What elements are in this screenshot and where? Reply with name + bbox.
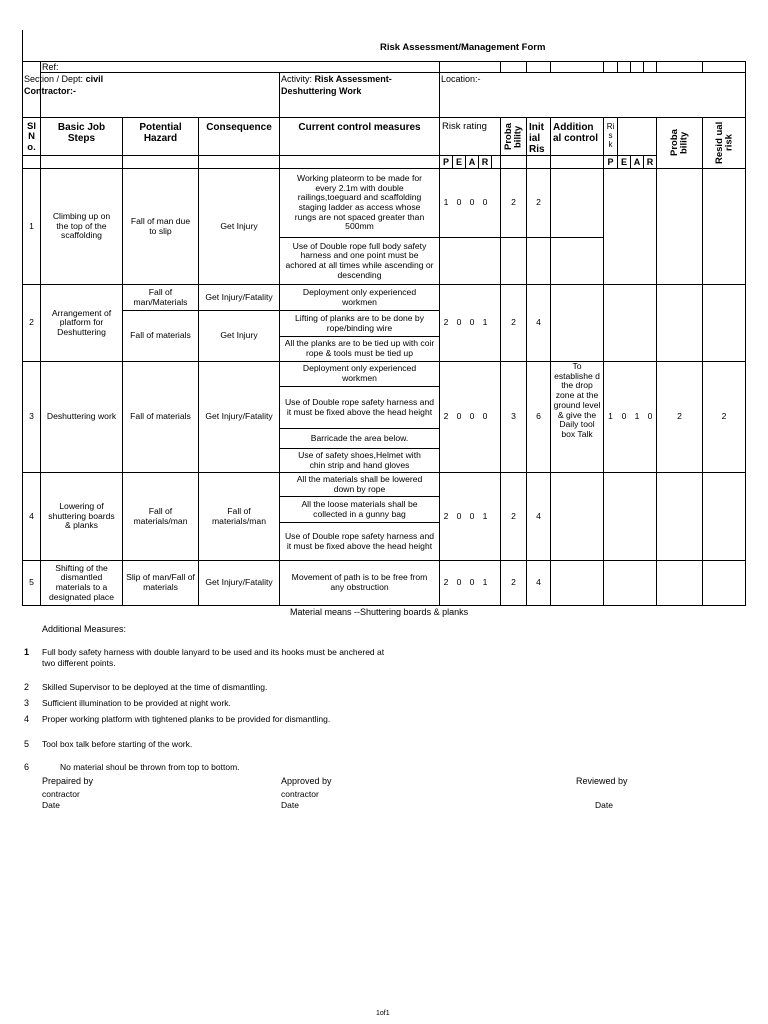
pear2-p: P: [607, 156, 614, 167]
row3-sl: 3: [29, 411, 34, 422]
row5-a: 0: [469, 577, 475, 588]
row1-control-2: Use of Double rope full body safety harness and one point must be achored at all times while ascending or descending: [285, 240, 434, 280]
header-initial-risk: Init ial Ris: [529, 122, 545, 155]
prepared-date-label: Date: [42, 800, 60, 810]
row2-control-1: Deployment only experienced workmen: [302, 286, 417, 307]
row1-probability: 2: [511, 197, 516, 208]
row4-control-2: All the loose materials shall be collected in a gunny bag: [301, 498, 418, 519]
approved-by-sub: contractor: [281, 789, 319, 799]
row5-consequence: Get Injury/Fatality: [205, 577, 273, 588]
measure-2-text: Skilled Supervisor to be deployed at the time of dismantling.: [42, 682, 268, 692]
row4-probability: 2: [511, 510, 516, 521]
row5-r: 1: [482, 577, 488, 588]
row1-hazard: Fall of man due to slip: [130, 215, 191, 236]
row1-consequence: Get Injury: [220, 220, 258, 231]
row1-initial-risk: 2: [536, 197, 541, 208]
row5-step: Shifting of the dismantled materials to a designated place: [49, 562, 114, 602]
row4-control-3: Use of Double rope safety harness and it must be fixed above the head height: [284, 530, 435, 551]
activity-value-line2: Deshuttering Work: [281, 86, 362, 96]
row4-step: Lowering of shuttering boards & planks: [48, 501, 115, 531]
row5-control-1: Movement of path is to be free from any obstruction: [291, 572, 428, 592]
row3-a2: 1: [634, 411, 640, 422]
row2-consequence-2: Get Injury: [220, 330, 258, 341]
additional-measures-title: Additional Measures:: [42, 624, 127, 634]
header-consequence: Consequence: [206, 122, 272, 133]
row1-p: 1: [443, 197, 449, 208]
row3-consequence: Get Injury/Fatality: [205, 411, 273, 422]
row1-r: 0: [482, 197, 488, 208]
row2-sl: 2: [29, 317, 34, 328]
row3-control-1: Deployment only experienced workmen: [302, 363, 417, 383]
header-controls: Current control measures: [298, 122, 421, 133]
header-probability: Proba bility: [503, 123, 524, 150]
row2-hazard-1: Fall of man/Materials: [133, 286, 188, 307]
row1-a: 0: [469, 197, 475, 208]
row2-hazard-2: Fall of materials: [130, 330, 191, 341]
row2-control-3: All the planks are to be tied up with coir rope & tools must be tied up: [284, 338, 435, 358]
row4-e: 0: [456, 510, 462, 521]
row3-a: 0: [469, 411, 475, 422]
header-basic-job: Basic Job Steps: [57, 122, 106, 144]
row2-r: 1: [482, 317, 488, 328]
contractor-label: Contractor:-: [24, 86, 76, 96]
row5-p: 2: [443, 577, 449, 588]
header-residual-risk-wrap: [703, 118, 745, 168]
header-residual-risk: Resid ual risk: [713, 121, 734, 165]
measure-3-number: 3: [24, 698, 30, 708]
row1-e: 0: [456, 197, 462, 208]
ref-label: Ref:: [42, 62, 59, 72]
row2-initial-risk: 4: [536, 317, 541, 328]
row5-probability: 2: [511, 577, 516, 588]
row3-p2: 1: [608, 411, 613, 422]
pear-r: R: [481, 156, 489, 167]
row4-hazard: Fall of materials/man: [133, 505, 188, 526]
approved-by-label: Approved by: [281, 776, 332, 786]
row4-r: 1: [482, 510, 488, 521]
reviewed-by-label: Reviewed by: [576, 776, 628, 786]
location-label: Location:-: [441, 74, 481, 84]
reviewed-date-label: Date: [595, 800, 613, 810]
row5-initial-risk: 4: [536, 577, 541, 588]
form-title: Risk Assessment/Management Form: [380, 42, 546, 53]
measure-4-number: 4: [24, 714, 30, 724]
header-probability2: Proba bility: [669, 129, 690, 157]
measure-5-text: Tool box talk before starting of the work.: [42, 739, 193, 749]
row4-a: 0: [469, 510, 475, 521]
header-probability2-wrap: [657, 118, 702, 168]
prepared-by-sub: contractor: [42, 789, 80, 799]
header-risk: Ri s k: [606, 122, 615, 150]
activity-label-text: Activity:: [281, 74, 313, 84]
row3-residual-risk: 2: [721, 411, 727, 422]
section-label: [24, 74, 103, 84]
measure-4-text: Proper working platform with tightened planks to be provided for dismantling.: [42, 714, 331, 724]
activity-label: [281, 74, 392, 84]
row3-step: Deshuttering work: [46, 411, 117, 422]
header-probability-wrap: [501, 118, 526, 155]
approved-date-label: Date: [281, 800, 299, 810]
row2-a: 0: [469, 317, 475, 328]
header-additional-control: Addition al control: [553, 122, 599, 144]
row5-hazard: Slip of man/Fall of materials: [126, 572, 195, 592]
row1-step: Climbing up on the top of the scaffolding: [52, 211, 111, 241]
row2-e: 0: [456, 317, 462, 328]
row2-p: 2: [443, 317, 449, 328]
row2-probability: 2: [511, 317, 516, 328]
measure-6-number: 6: [24, 762, 30, 772]
row4-p: 2: [443, 510, 449, 521]
measure-1-text: Full body safety harness with double lanyard to be used and its hooks must be anchered at: [42, 647, 385, 657]
row3-control-3: Barricade the area below.: [310, 432, 409, 443]
measure-1-text2: two different points.: [42, 658, 116, 668]
header-sl-no: Sl N o.: [27, 121, 36, 153]
header-hazard: Potential Hazard: [139, 122, 182, 144]
row3-additional-control: To establishe d the drop zone at the ground level & give the Daily tool box Talk: [553, 361, 601, 439]
measure-3-text: Sufficient illumination to be provided at night work.: [42, 698, 231, 708]
pear-e: E: [455, 156, 462, 167]
footnote: Material means --Shuttering boards & planks: [290, 607, 469, 617]
header-risk-rating: Risk rating: [442, 121, 487, 132]
section-label-text: Section / Dept:: [24, 74, 84, 84]
row4-control-1: All the materials shall be lowered down by rope: [296, 473, 423, 494]
row3-initial-risk: 6: [536, 411, 541, 422]
section-value: civil: [85, 74, 104, 84]
row3-e: 0: [456, 411, 462, 422]
pear-p: P: [442, 156, 449, 167]
row3-hazard: Fall of materials: [130, 411, 191, 422]
row2-control-2: Lifting of planks are to be done by rope/binding wire: [295, 312, 424, 333]
row3-probability2: 2: [677, 411, 682, 422]
row5-e: 0: [456, 577, 462, 588]
row1-control-1: Working plateorm to be made for every 2.1m with double railings,toeguard and scaffolding staging ladder as access whose rungs are not spaced greater than 500mm: [294, 173, 425, 232]
row3-control-4: Use of safety shoes,Helmet with chin strip and hand gloves: [298, 449, 421, 470]
row3-r: 0: [482, 411, 488, 422]
row3-e2: 0: [621, 411, 627, 422]
activity-value: Risk Assessment-: [314, 74, 392, 84]
row2-consequence-1: Get Injury/Fatality: [205, 291, 273, 302]
row3-control-2: Use of Double rope safety harness and it must be fixed above the head height: [284, 396, 435, 417]
row4-consequence: Fall of materials/man: [212, 505, 266, 526]
row2-step: Arrangement of platform for Deshuttering: [51, 307, 112, 337]
pear2-e: E: [620, 156, 627, 167]
page-number: 1of1: [376, 1010, 390, 1017]
pear2-r: R: [646, 156, 654, 167]
prepared-by-label: Prepaired by: [42, 776, 94, 786]
measure-2-number: 2: [24, 682, 30, 692]
row3-p: 2: [443, 411, 449, 422]
measure-6-text: No material shoul be thrown from top to bottom.: [60, 762, 240, 772]
row1-sl: 1: [29, 220, 34, 231]
pear-a: A: [468, 156, 476, 167]
pear2-a: A: [633, 156, 641, 167]
row4-sl: 4: [29, 510, 34, 521]
row3-r2: 0: [647, 411, 653, 422]
measure-5-number: 5: [24, 739, 30, 749]
row3-probability: 3: [511, 411, 516, 422]
row4-initial-risk: 4: [536, 510, 541, 521]
row5-sl: 5: [29, 577, 34, 588]
measure-1-number: 1: [24, 647, 30, 657]
